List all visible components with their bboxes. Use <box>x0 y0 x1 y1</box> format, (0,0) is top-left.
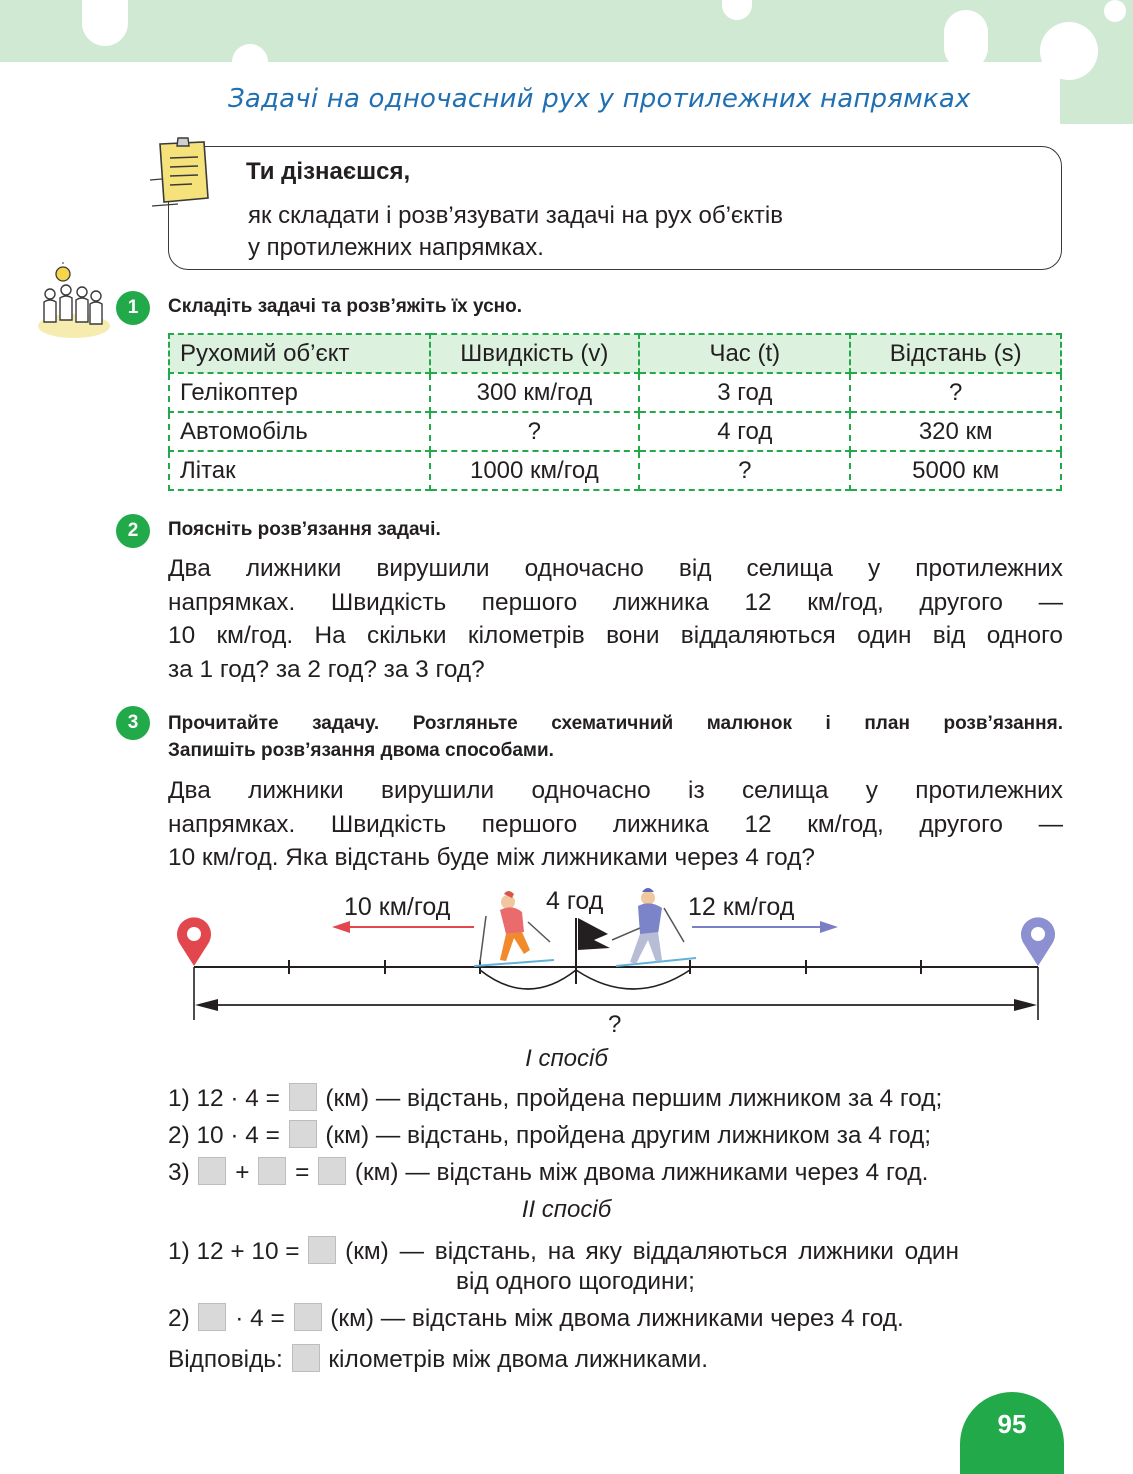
task-number-badge: 1 <box>116 291 150 325</box>
table-cell: Автомобіль <box>169 412 430 451</box>
notepad-icon <box>148 136 214 208</box>
answer-box[interactable] <box>258 1157 286 1185</box>
table-header-row <box>169 334 1061 373</box>
step-expression: 1) 12 + 10 = <box>168 1238 300 1265</box>
learn-text <box>248 200 783 264</box>
heading-line: Запишіть розв’язання двома способами. <box>168 740 554 761</box>
text-line: 10 км/год. Яка відстань буде між лижниками через 4 год? <box>168 844 815 871</box>
solution-step <box>168 1236 1063 1266</box>
answer-box[interactable] <box>318 1157 346 1185</box>
left-hour-arc <box>480 970 576 989</box>
table-row <box>169 373 1061 412</box>
right-arrowhead <box>820 921 838 933</box>
table-header-cell: Відстань (s) <box>850 334 1061 373</box>
table-cell: 4 год <box>639 412 850 451</box>
step-description: (км) — відстань між двома лижниками через 4 год. <box>330 1305 904 1332</box>
task-number-badge: 2 <box>116 514 150 548</box>
step-description: (км) — відстань між двома лижниками через 4 год. <box>354 1159 929 1186</box>
arrowhead-left <box>195 999 218 1011</box>
answer-box[interactable] <box>289 1120 317 1148</box>
table-cell: ? <box>639 451 850 490</box>
answer-text: кілометрів між двома лижниками. <box>328 1346 709 1373</box>
text-line: 10 км/год. На скільки кілометрів вони віддаляються один від одного <box>168 622 1063 649</box>
right-hour-arc <box>576 970 690 989</box>
arrowhead-right <box>1014 999 1037 1011</box>
table-cell: 3 год <box>639 373 850 412</box>
step-description: (км) — відстань, пройдена першим лижником за 4 год; <box>325 1085 943 1112</box>
decor-bubble <box>232 44 268 80</box>
learn-heading: Ти дізнаєшся, <box>246 158 411 185</box>
left-arrowhead <box>332 921 350 933</box>
table-header-cell: Рухомий об’єкт <box>169 334 430 373</box>
task-heading: Поясніть розв’язання задачі. <box>168 519 441 540</box>
right-skier-icon <box>612 888 696 966</box>
table-cell: Літак <box>169 451 430 490</box>
motion-table <box>168 333 1062 491</box>
heading-line: Прочитайте задачу. Розгляньте схематичний малюнок і план розв’язання. <box>168 713 1063 734</box>
solution-step <box>168 1083 942 1113</box>
right-location-pin-icon <box>1021 917 1055 966</box>
answer-label: Відповідь: <box>168 1346 283 1373</box>
time-label: 4 год <box>546 887 604 915</box>
task-heading <box>168 710 1063 764</box>
decor-bubble <box>82 0 128 46</box>
page-number: 95 <box>960 1392 1064 1474</box>
unknown-distance-label: ? <box>608 1011 622 1038</box>
solution-step <box>168 1120 931 1150</box>
solution-step <box>168 1157 928 1187</box>
method-title: ІІ спосіб <box>521 1196 612 1223</box>
answer-box[interactable] <box>289 1083 317 1111</box>
learn-line: у протилежних напрямках. <box>248 234 544 261</box>
solution-step <box>168 1303 904 1333</box>
table-row <box>169 412 1061 451</box>
left-speed-label: 10 км/год <box>344 893 451 921</box>
answer-box[interactable] <box>308 1236 336 1264</box>
step-expression: 1) 12 · 4 = <box>168 1085 280 1112</box>
decor-bubble <box>1104 0 1126 22</box>
step-description: (км) — відстань, на яку віддаляються лижники один <box>345 1238 960 1265</box>
right-speed-label: 12 км/год <box>688 893 795 921</box>
answer-box[interactable] <box>198 1157 226 1185</box>
learn-line: як складати і розв’язувати задачі на рух об’єктів <box>248 202 783 229</box>
text-line: напрямках. Швидкість першого лижника 12 км/год, другого — <box>168 810 1063 838</box>
equals-sign: = <box>295 1159 310 1186</box>
text-line: Два лижники вирушили одночасно із селища у протилежних <box>168 777 1063 804</box>
group-work-icon <box>36 262 112 340</box>
start-flag-icon <box>578 918 610 950</box>
step-expression: 2) <box>168 1305 190 1332</box>
answer-box[interactable] <box>198 1303 226 1331</box>
step-description: (км) — відстань, пройдена другим лижником за 4 год; <box>325 1122 931 1149</box>
task3-text <box>168 774 1063 875</box>
left-location-pin-icon <box>177 917 211 966</box>
motion-diagram <box>160 880 1060 1040</box>
table-cell: 300 км/год <box>430 373 640 412</box>
answer-box[interactable] <box>294 1303 322 1331</box>
plus-sign: + <box>235 1159 250 1186</box>
table-cell: 1000 км/год <box>430 451 640 490</box>
text-line: напрямках. Швидкість першого лижника 12 км/год, другого — <box>168 588 1063 616</box>
table-header-cell: Швидкість (v) <box>430 334 640 373</box>
decor-bubble <box>944 10 988 70</box>
left-skier-icon <box>474 891 554 966</box>
task2-text <box>168 552 1063 686</box>
page-title: Задачі на одночасний рух у протилежних напрямках <box>228 84 971 114</box>
decor-bubble <box>990 70 1060 124</box>
step-expression: · 4 = <box>235 1305 285 1332</box>
table-cell: Гелікоптер <box>169 373 430 412</box>
task-number-badge: 3 <box>116 706 150 740</box>
table-cell: 5000 км <box>850 451 1061 490</box>
solution-step-continuation: від одного щогодини; <box>456 1268 695 1295</box>
text-line: за 1 год? за 2 год? за 3 год? <box>168 655 485 683</box>
step-expression: 2) 10 · 4 = <box>168 1122 280 1149</box>
task-heading: Складіть задачі та розв’яжіть їх усно. <box>168 296 523 317</box>
step-expression: 3) <box>168 1159 190 1186</box>
method-title: І спосіб <box>525 1045 608 1072</box>
table-cell: ? <box>850 373 1061 412</box>
answer-line <box>168 1344 708 1374</box>
table-cell: 320 км <box>850 412 1061 451</box>
table-row <box>169 451 1061 490</box>
answer-box[interactable] <box>292 1344 320 1372</box>
table-header-cell: Час (t) <box>639 334 850 373</box>
text-line: Два лижники вирушили одночасно від селища у протилежних <box>168 555 1063 582</box>
table-cell: ? <box>430 412 640 451</box>
